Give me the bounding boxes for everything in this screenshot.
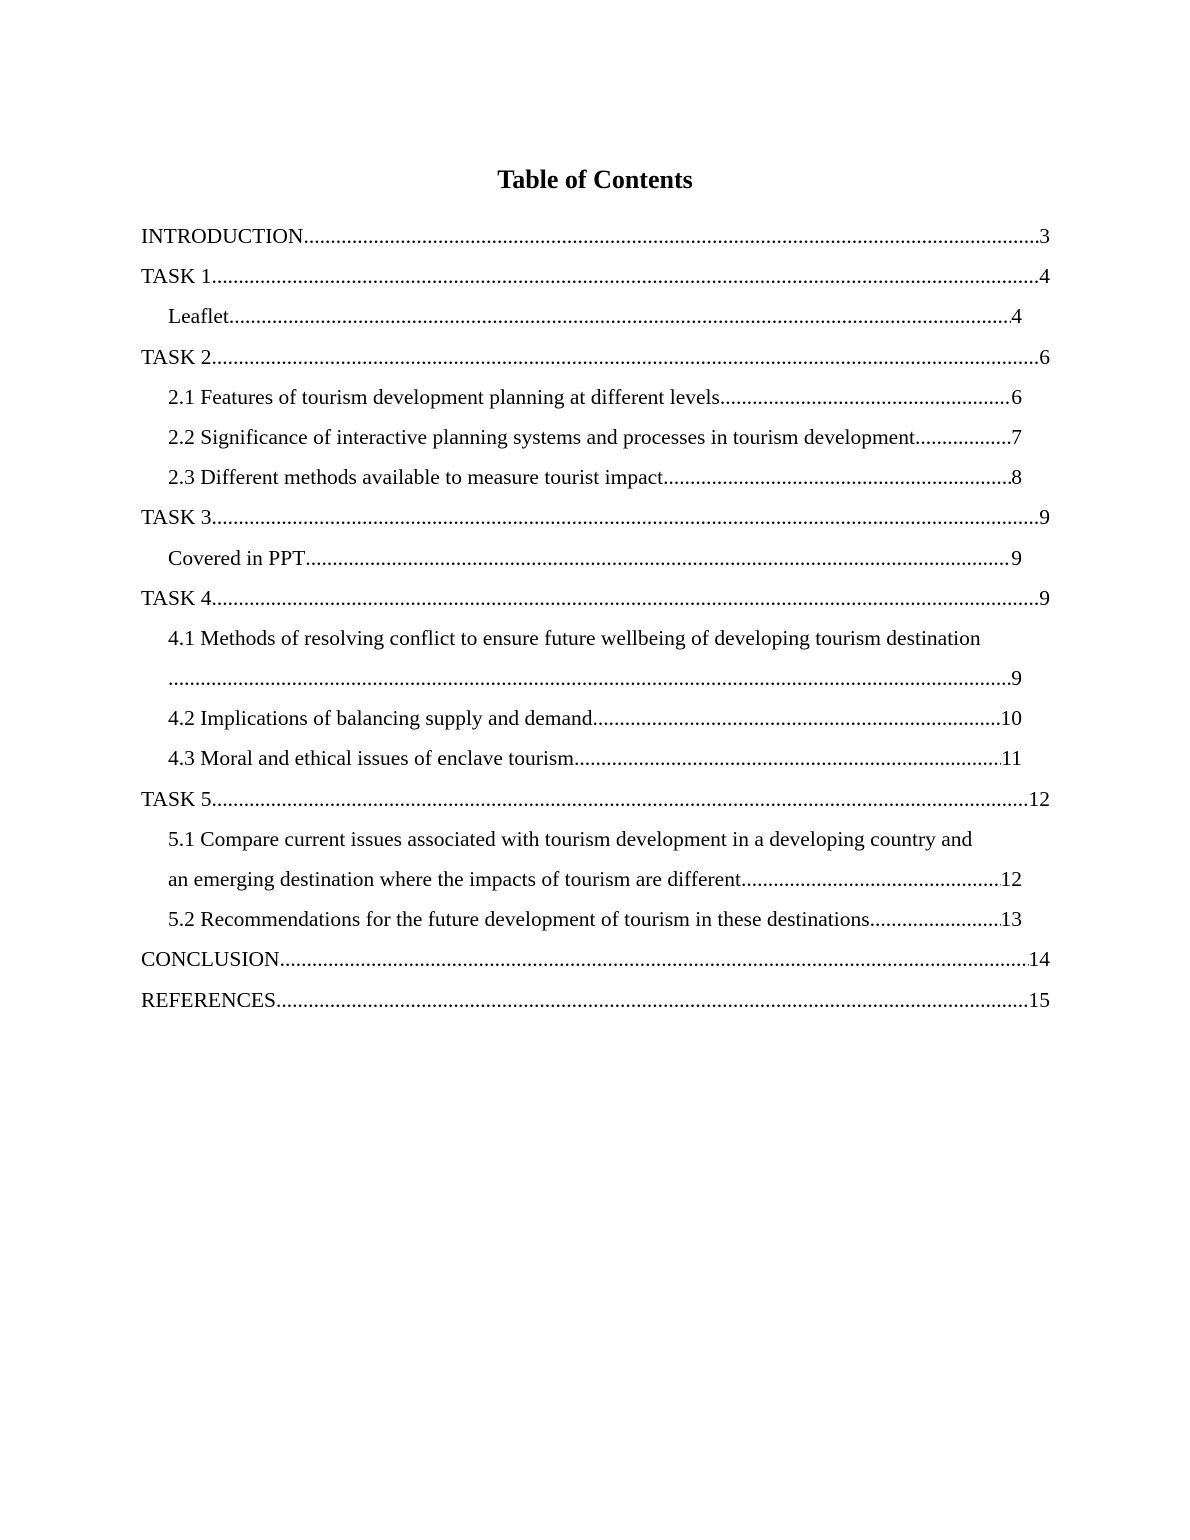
toc-entry-conclusion[interactable] (141, 939, 1050, 979)
toc-entry-task-5[interactable] (141, 779, 1050, 819)
dot-leader (303, 216, 1039, 256)
dot-leader (920, 417, 1011, 457)
toc-page-number: 14 (1028, 947, 1050, 972)
dot-leader (305, 538, 1011, 578)
dot-leader (276, 980, 1029, 1020)
toc-entry-task-2[interactable] (141, 337, 1050, 377)
toc-page-number: 4 (1039, 264, 1050, 289)
toc-page-number: 9 (1011, 666, 1022, 691)
toc-entry-label: 4.2 Implications of balancing supply and demand (168, 706, 593, 731)
toc-entry-label: 2.2 Significance of interactive planning systems and processes in tourism development. (168, 424, 921, 449)
toc-page-number: 6 (1039, 344, 1050, 369)
dot-leader (212, 578, 1040, 618)
toc-entry-label: 5.2 Recommendations for the future development of tourism in these destinations (168, 907, 870, 932)
toc-entry-label: Leaflet (168, 304, 229, 329)
dot-leader (720, 377, 1011, 417)
toc-entry-4-3[interactable] (141, 738, 1022, 778)
toc-entry-5-2[interactable] (141, 899, 1022, 939)
toc-page-number: 9 (1039, 505, 1050, 530)
toc-page-number: 11 (1001, 746, 1022, 771)
table-of-contents (141, 216, 1050, 1020)
toc-entry-label: TASK 1 (141, 264, 212, 289)
toc-entry-label: INTRODUCTION (141, 224, 304, 248)
dot-leader (280, 939, 1029, 979)
toc-entry-label: TASK 4 (141, 585, 212, 610)
dot-leader (593, 698, 1001, 738)
toc-page-number: 12 (1028, 786, 1050, 811)
toc-entry-task-4[interactable] (141, 578, 1050, 618)
toc-entry-label: TASK 2 (141, 344, 212, 369)
toc-entry-task-3[interactable] (141, 497, 1050, 537)
toc-entry-4-2[interactable] (141, 698, 1022, 738)
toc-entry-2-1[interactable] (141, 377, 1022, 417)
toc-entry-references[interactable] (141, 980, 1050, 1020)
toc-entry-label: 2.1 Features of tourism development planning at different levels (168, 384, 720, 409)
dot-leader (212, 497, 1040, 537)
toc-entry-label: CONCLUSION (141, 947, 280, 972)
dot-leader (229, 296, 1011, 336)
dot-leader (574, 738, 1001, 778)
dot-leader (212, 779, 1029, 819)
toc-entry-5-1[interactable] (141, 859, 1022, 899)
toc-page-number: 8 (1011, 465, 1022, 490)
dot-leader (212, 256, 1040, 296)
toc-entry-4-1-line-1[interactable]: 4.1 Methods of resolving conflict to ensure future wellbeing of developing tourism destination (168, 625, 981, 650)
dot-leader (168, 658, 1011, 698)
toc-page-number: 7 (1011, 424, 1022, 449)
toc-entry-2-2[interactable] (141, 417, 1022, 457)
toc-entry-label: Covered in PPT (168, 545, 306, 570)
toc-entry-2-3[interactable] (141, 457, 1022, 497)
toc-entry-leaflet[interactable] (141, 296, 1022, 336)
toc-page-number: 6 (1011, 384, 1022, 409)
toc-entry-5-1-line-1[interactable]: 5.1 Compare current issues associated with tourism development in a developing country and (168, 826, 973, 851)
toc-entry-label: 4.3 Moral and ethical issues of enclave tourism (168, 746, 575, 771)
toc-entry-label: 2.3 Different methods available to measure tourist impact (168, 465, 664, 490)
toc-entry-label: TASK 3 (141, 505, 212, 530)
dot-leader (870, 899, 1001, 939)
toc-page-number: 10 (1000, 706, 1022, 731)
toc-entry-task-1[interactable] (141, 256, 1050, 296)
dot-leader (741, 859, 1001, 899)
toc-page-number: 13 (1000, 907, 1022, 932)
toc-title: Table of Contents (497, 165, 693, 194)
toc-entry-label: REFERENCES (141, 987, 276, 1012)
toc-entry-label: TASK 5 (141, 786, 212, 811)
toc-entry-covered-in-ppt[interactable] (141, 538, 1022, 578)
toc-entry-4-1[interactable] (141, 658, 1022, 698)
toc-page-number: 15 (1028, 987, 1050, 1012)
toc-entry-label: an emerging destination where the impacts of tourism are different (168, 867, 741, 891)
dot-leader (212, 337, 1040, 377)
toc-page-number: 4 (1011, 304, 1022, 329)
toc-page-number: 9 (1039, 585, 1050, 610)
toc-page-number: 9 (1011, 545, 1022, 570)
toc-page-number: 3 (1039, 224, 1050, 248)
toc-entry-introduction[interactable] (141, 216, 1050, 256)
dot-leader (663, 457, 1011, 497)
toc-page-number: 12 (1000, 867, 1022, 891)
